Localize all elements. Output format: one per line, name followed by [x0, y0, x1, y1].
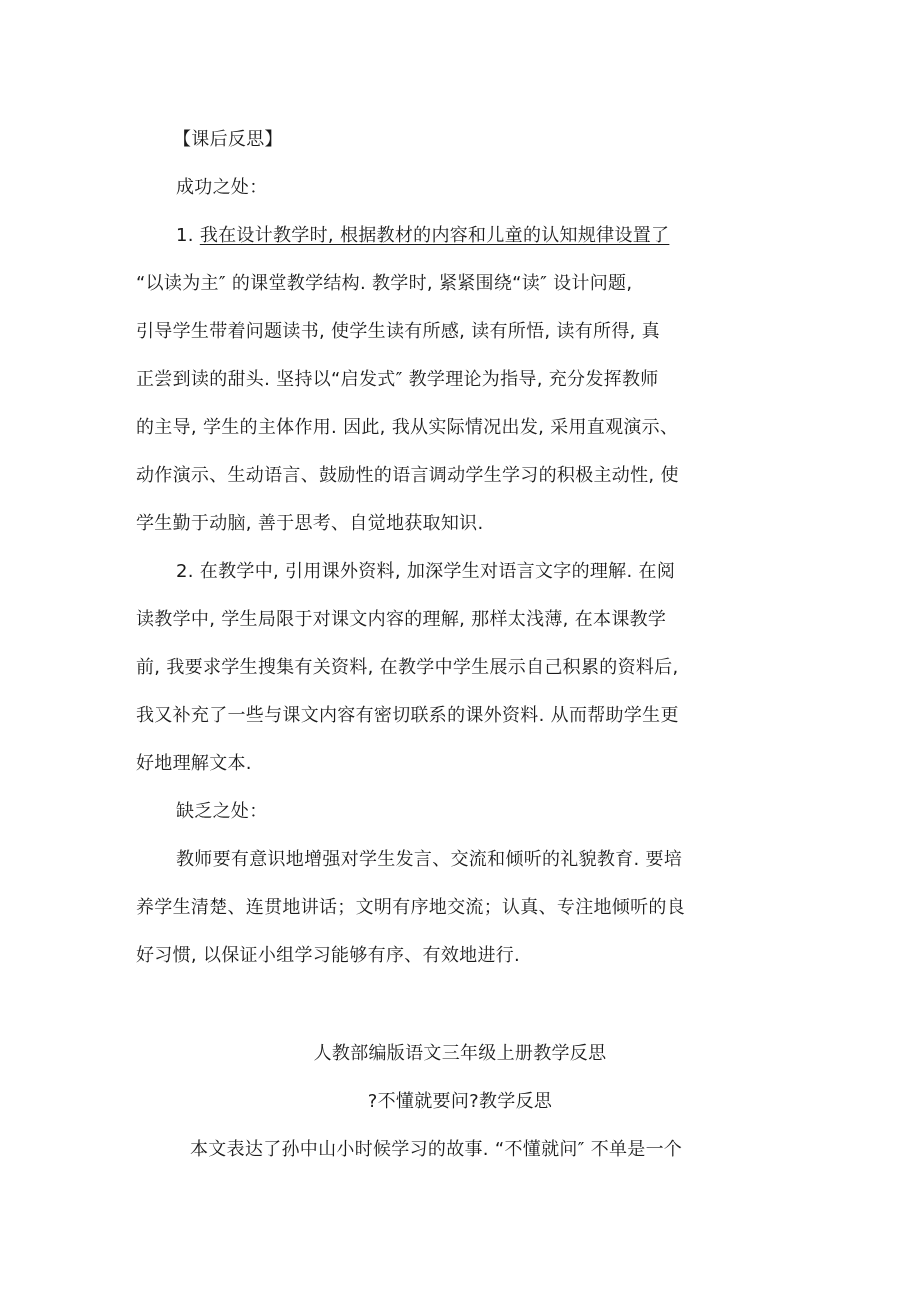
- para2-line1: 2. 在教学中, 引用课外资料, 加深学生对语言文字的理解. 在阅: [176, 561, 676, 582]
- success-heading: 成功之处：: [176, 177, 268, 198]
- para1-line4: 正尝到读的甜头. 坚持以“启发式″ 教学理论为指导, 充分发挥教师: [136, 369, 659, 390]
- para1-line1: [176, 224, 669, 248]
- para1-underlined-text: 我在设计教学时, 根据教材的内容和儿童的认知规律设置了: [199, 225, 670, 246]
- doc-title: 人教部编版语文三年级上册教学反思: [313, 1043, 607, 1064]
- para1-line6: 动作演示、生动语言、鼓励性的语言调动学生学习的积极主动性, 使: [136, 465, 679, 486]
- para3-line3: 好习惯, 以保证小组学习能够有序、有效地进行.: [136, 945, 521, 966]
- para1-number: 1.: [176, 225, 194, 246]
- para3-line2: 养学生清楚、连贯地讲话；文明有序地交流；认真、专注地倾听的良: [136, 897, 685, 918]
- shortcoming-heading: 缺乏之处：: [176, 801, 268, 822]
- para2-line4: 我又补充了一些与课文内容有密切联系的课外资料. 从而帮助学生更: [136, 705, 679, 726]
- section-heading: 【课后反思】: [173, 129, 283, 150]
- intro-line: 本文表达了孙中山小时候学习的故事. “不懂就问″ 不单是一个: [190, 1139, 683, 1160]
- para1-line5: 的主导, 学生的主体作用. 因此, 我从实际情况出发, 采用直观演示、: [136, 417, 679, 438]
- para2-line5: 好地理解文本.: [136, 753, 252, 774]
- para1-line3: 引导学生带着问题读书, 使学生读有所感, 读有所悟, 读有所得, 真: [136, 321, 660, 342]
- para2-line2: 读教学中, 学生局限于对课文内容的理解, 那样太浅薄, 在本课教学: [136, 609, 667, 630]
- para1-line2: “以读为主″ 的课堂教学结构. 教学时, 紧紧围绕“读″ 设计问题,: [136, 273, 633, 294]
- para3-line1: 教师要有意识地增强对学生发言、交流和倾听的礼貌教育. 要培: [176, 849, 683, 870]
- para1-line7: 学生勤于动脑, 善于思考、自觉地获取知识.: [136, 513, 484, 534]
- doc-subtitle: ?不懂就要问?教学反思: [367, 1091, 553, 1112]
- para2-line3: 前, 我要求学生搜集有关资料, 在教学中学生展示自己积累的资料后,: [136, 657, 679, 678]
